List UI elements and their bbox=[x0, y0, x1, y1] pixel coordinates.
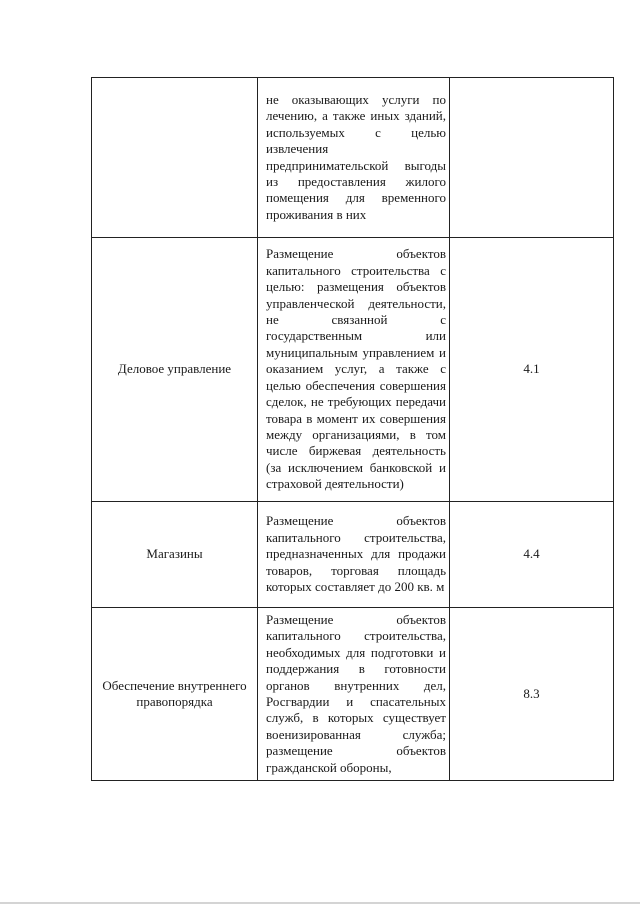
use-code-cell bbox=[450, 78, 614, 238]
use-name-cell: Магазины bbox=[92, 502, 258, 608]
table-row bbox=[92, 238, 614, 502]
table-row bbox=[92, 502, 614, 608]
use-code-cell: 4.1 bbox=[450, 238, 614, 502]
use-code-cell: 4.4 bbox=[450, 502, 614, 608]
use-description-cell: не оказывающих услуги по лечению, а также иных зданий, используемых с целью извлечения предпринимательской выгоды из предоставления жилого помещения для временного проживания в них bbox=[258, 78, 450, 238]
use-name-cell: Деловое управление bbox=[92, 238, 258, 502]
table-row bbox=[92, 608, 614, 781]
use-description-cell: Размещение объектов капитального строительства, предназначенных для продажи товаров, торговая площадь которых составляет до 200 кв. м bbox=[258, 502, 450, 608]
use-code-cell: 8.3 bbox=[450, 608, 614, 781]
use-description-cell: Размещение объектов капитального строительства с целью: размещения объектов управленческой деятельности, не связанной с государственным или муниципальным управлением и оказанием услуг, а также с целью обеспечения совершения сделок, не требующих передачи товара в момент их совершения между организациями, в том числе биржевая деятельность (за исключением банковской и страховой деятельности) bbox=[258, 238, 450, 502]
table-row bbox=[92, 78, 614, 238]
use-description-cell: Размещение объектов капитального строительства, необходимых для подготовки и поддержания в готовности органов внутренних дел, Росгвардии и спасательных служб, в которых существует военизированная служба; размещение объектов гражданской обороны, bbox=[258, 608, 450, 781]
use-name-cell bbox=[92, 78, 258, 238]
use-name-cell: Обеспечение внутреннего правопорядка bbox=[92, 608, 258, 781]
land-use-table bbox=[91, 77, 614, 781]
page-bottom-edge bbox=[0, 902, 640, 904]
